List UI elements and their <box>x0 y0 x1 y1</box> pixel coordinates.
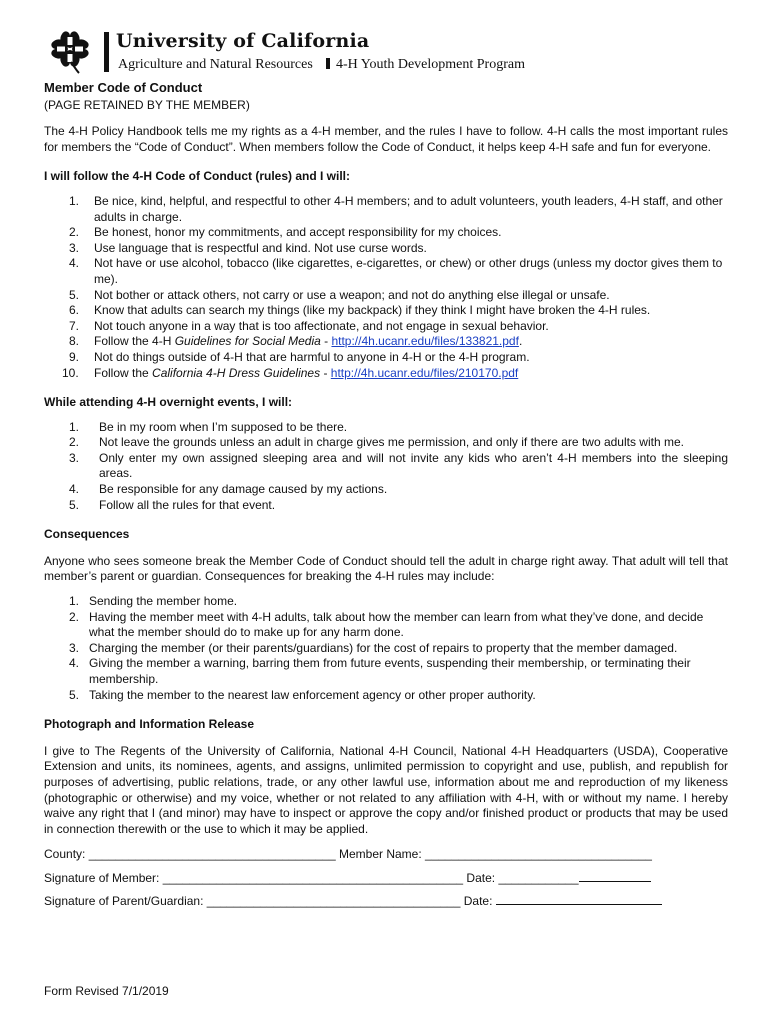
item-number: 1. <box>69 193 80 208</box>
dress-guidelines-title: California 4-H Dress Guidelines <box>152 365 321 380</box>
program-name <box>326 57 525 73</box>
item-number: 2. <box>69 435 80 450</box>
division-name: Agriculture and Natural Resources <box>118 57 313 72</box>
list-item <box>44 656 728 687</box>
item-number: 8. <box>69 334 80 349</box>
four-leaf-clover-icon <box>44 26 96 74</box>
item-number: 4. <box>69 256 80 271</box>
list-item <box>44 319 728 335</box>
item-text: Be in my room when I’m supposed to be there. <box>99 419 348 434</box>
item-number: 9. <box>69 349 80 364</box>
item-text: Not touch anyone in a way that is too affectionate, and not engage in sexual behavior. <box>94 318 549 333</box>
item-number: 3. <box>69 450 80 465</box>
item-number: 6. <box>69 303 80 318</box>
letterhead <box>44 26 728 76</box>
member-date-underline <box>579 870 651 882</box>
list-item <box>44 288 728 304</box>
social-media-guidelines-title: Guidelines for Social Media <box>174 334 321 349</box>
university-name: University of California <box>116 30 370 52</box>
list-item <box>44 225 728 241</box>
rules-list <box>44 194 728 381</box>
list-item <box>44 594 728 610</box>
item-number: 5. <box>69 497 80 512</box>
item-text: Sending the member home. <box>89 594 238 609</box>
date-label: Date: <box>463 894 493 909</box>
program-label: 4-H Youth Development Program <box>336 57 525 72</box>
consequences-list <box>44 594 728 703</box>
county-row <box>44 847 728 870</box>
item-number: 7. <box>69 318 80 333</box>
item-text: Use language that is respectful and kind. Not use curse words. <box>94 240 427 255</box>
social-media-guidelines-link[interactable]: http://4h.ucanr.edu/files/133821.pdf <box>331 334 519 349</box>
item-text: Charging the member (or their parents/guardians) for the cost of repairs to property that the member damaged. <box>89 640 678 655</box>
intro-paragraph: The 4-H Policy Handbook tells me my rights as a 4-H member, and the rules I have to follow. 4-H calls the most important rules for members the “Code of Conduct”. When members follow the Code of Conduct, it helps keep 4-H safe and fun for everyone. <box>44 124 728 154</box>
consequences-intro: Anyone who sees someone break the Member Code of Conduct should tell the adult in charge right away. That adult will tell that member’s parent or guardian. Consequences for breaking the 4-H rules may include: <box>44 553 728 584</box>
item-text: Not have or use alcohol, tobacco (like cigarettes, e-cigarettes, or chew) or other drugs (unless my doctor gives them to me). <box>94 256 723 286</box>
item-text: Giving the member a warning, barring them from future events, suspending their membership, or terminating their membership. <box>89 656 691 686</box>
separator: - <box>320 334 332 349</box>
list-item <box>44 688 728 704</box>
item-text: Taking the member to the nearest law enforcement agency or other proper authority. <box>89 687 536 702</box>
program-marker <box>326 58 330 69</box>
release-paragraph: I give to The Regents of the University of California, National 4-H Council, National 4-H Headquarters (USDA), Cooperative Extension and units, its nominees, agents, and assigns, unlimited permission to copyright and use, publish, and republish for purposes of advertising, public relations, trade, or any other lawful use, information about me and reproduction of my likeness (photographic or otherwise) and my voice, whether or not related to any affiliation with 4-H, with or without my name. I hereby waive any right that I (and minor) may have to inspect or approve the copy and/or finished product or products that may be used in connection therewith or the use to which it may be applied. <box>44 743 728 836</box>
overnight-heading: While attending 4-H overnight events, I will: <box>44 395 293 410</box>
item-number: 4. <box>69 482 80 497</box>
overnight-list <box>44 420 728 514</box>
item-text: Follow all the rules for that event. <box>99 497 276 512</box>
item-number: 2. <box>69 609 80 624</box>
separator: - <box>320 365 331 380</box>
list-item <box>44 498 728 514</box>
item-number: 10. <box>62 365 79 380</box>
rules-heading: I will follow the 4-H Code of Conduct (rules) and I will: <box>44 169 350 184</box>
dress-guidelines-link[interactable]: http://4h.ucanr.edu/files/210170.pdf <box>330 365 519 380</box>
parent-signature-label: Signature of Parent/Guardian: <box>44 894 204 909</box>
item-number: 5. <box>69 687 80 702</box>
item-text: Follow the <box>94 365 153 380</box>
item-text: Be nice, kind, helpful, and respectful to other 4-H members; and to adult volunteers, youth leaders, 4-H staff, and other adults in charge. <box>94 193 723 224</box>
page-title: Member Code of Conduct <box>44 80 203 95</box>
list-item <box>44 641 728 657</box>
list-item <box>44 435 728 451</box>
list-item <box>44 610 728 641</box>
item-text: Having the member meet with 4-H adults, talk about how the member can learn from what they’ve done, and decide what the member should do to make up for any harm done. <box>89 609 704 640</box>
list-item <box>44 194 728 225</box>
item-suffix: . <box>518 334 523 349</box>
signature-section <box>44 847 728 916</box>
list-item <box>44 256 728 287</box>
list-item <box>44 241 728 257</box>
item-number: 4. <box>69 656 80 671</box>
list-item <box>44 451 728 482</box>
item-number: 5. <box>69 287 80 302</box>
item-number: 3. <box>69 240 80 255</box>
list-item <box>44 334 728 350</box>
page-subtitle: (PAGE RETAINED BY THE MEMBER) <box>44 97 250 112</box>
item-text: Be responsible for any damage caused by my actions. <box>99 482 388 497</box>
list-item <box>44 420 728 436</box>
list-item <box>44 366 728 382</box>
item-number: 3. <box>69 640 80 655</box>
member-name-field[interactable]: __________________________________ <box>425 847 652 862</box>
list-item <box>44 303 728 319</box>
item-text: Follow the 4-H <box>94 334 175 349</box>
member-signature-field[interactable]: _____________________________________________ <box>162 871 464 886</box>
release-heading: Photograph and Information Release <box>44 717 255 732</box>
consequences-heading: Consequences <box>44 527 130 542</box>
parent-signature-row <box>44 893 728 916</box>
parent-date-field[interactable] <box>496 893 662 905</box>
document-body <box>44 80 728 916</box>
list-item <box>44 482 728 498</box>
item-text: Know that adults can search my things (like my backpack) if they think I might have broken the 4-H rules. <box>94 303 651 318</box>
item-number: 1. <box>69 594 80 609</box>
member-signature-label: Signature of Member: <box>44 871 160 886</box>
county-label: County: <box>44 847 86 862</box>
item-text: Not leave the grounds unless an adult in charge gives me permission, and only if there are two adults with me. <box>99 435 684 450</box>
list-item <box>44 350 728 366</box>
form-revision: Form Revised 7/1/2019 <box>44 984 169 998</box>
logo-divider <box>104 32 109 72</box>
parent-signature-field[interactable]: ______________________________________ <box>206 894 461 909</box>
item-text: Not do things outside of 4-H that are harmful to anyone in 4-H or the 4-H program. <box>94 349 530 364</box>
item-text: Not bother or attack others, not carry or use a weapon; and not do anything else illegal or unsafe. <box>94 287 610 302</box>
item-text: Only enter my own assigned sleeping area and will not invite any kids who aren’t 4-H members into the sleeping areas. <box>99 450 728 481</box>
member-signature-row <box>44 870 728 893</box>
date-label: Date: <box>466 871 496 886</box>
item-text: Be honest, honor my commitments, and accept responsibility for my choices. <box>94 225 502 240</box>
member-date-field[interactable]: ____________ <box>498 871 579 886</box>
member-name-label: Member Name: <box>338 847 422 862</box>
county-field[interactable]: _____________________________________ <box>88 847 336 862</box>
item-number: 1. <box>69 419 80 434</box>
item-number: 2. <box>69 225 80 240</box>
